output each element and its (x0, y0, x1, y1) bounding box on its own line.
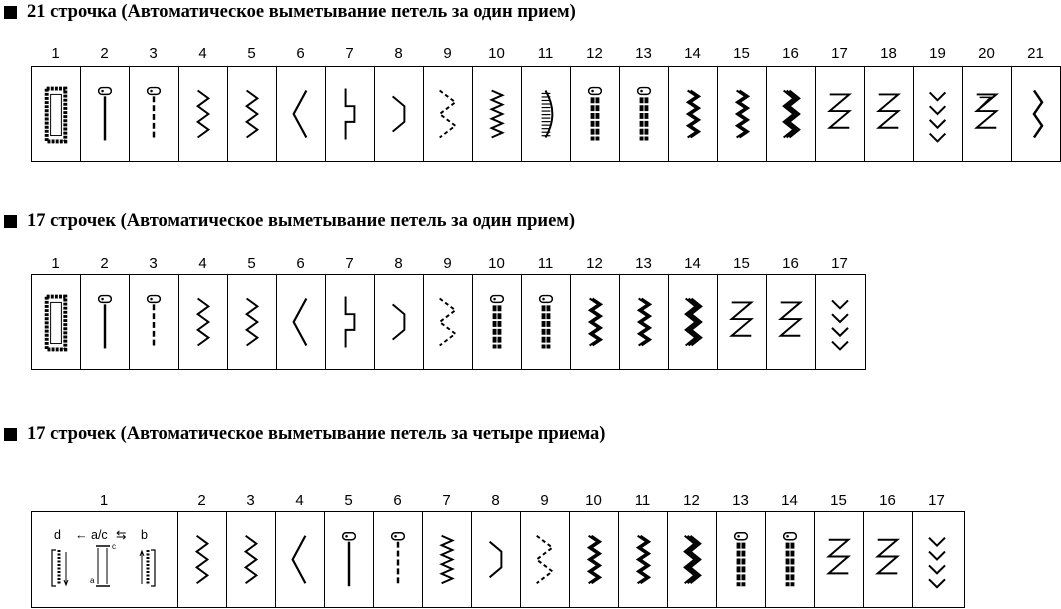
stitch-cell[interactable] (767, 275, 816, 369)
triangle-stitch-icon (815, 512, 863, 607)
stitch-cell[interactable] (326, 275, 375, 369)
stitch-number: 1 (51, 45, 60, 62)
keyhole-block-buttonhole-icon (522, 275, 570, 369)
stitch-number: 8 (394, 255, 403, 272)
stitch-number: 1 (51, 255, 60, 272)
wide-zigzag-stitch-icon (277, 67, 325, 161)
stitch-cell[interactable] (227, 512, 276, 607)
stitch-number: 11 (537, 45, 554, 62)
keyhole-dashed-buttonhole-icon (130, 67, 178, 161)
square-wave-stitch-icon (326, 275, 374, 369)
zigzag-stitch-icon (178, 512, 226, 607)
stitch-cell[interactable] (914, 67, 963, 161)
stitch-number: 18 (880, 45, 897, 62)
stitch-cell[interactable] (1012, 67, 1061, 161)
keyhole-buttonhole-icon (325, 512, 373, 607)
stitch-cell[interactable] (766, 512, 815, 607)
triangle-stitch-icon (718, 275, 766, 369)
stitch-cell[interactable] (865, 67, 914, 161)
step-label-b: b (141, 528, 148, 542)
stitch-number: 17 (831, 45, 848, 62)
stitch-number: 11 (634, 492, 651, 509)
stitch-cell[interactable] (179, 275, 228, 369)
section-1-stitch-table (31, 66, 1061, 162)
stitch-cell[interactable] (816, 67, 865, 161)
stitch-cell[interactable] (325, 512, 374, 607)
stitch-number: 9 (443, 255, 452, 272)
keyhole-block-buttonhole-icon (473, 275, 521, 369)
stitch-number: 21 (1027, 45, 1044, 62)
stitch-cell[interactable] (669, 275, 718, 369)
stitch-number: 1 (99, 492, 109, 509)
double-zigzag-stitch-icon (718, 67, 766, 161)
stitch-number: 9 (540, 492, 549, 509)
square-wave-stitch-icon (326, 67, 374, 161)
triangle-stitch-icon (865, 67, 913, 161)
stitch-number: 8 (491, 492, 500, 509)
step-label-a: a (90, 576, 95, 585)
section-3-stitch-table (31, 511, 965, 608)
stitch-number: 3 (246, 492, 255, 509)
stitch-cell[interactable] (718, 67, 767, 161)
stitch-cell[interactable] (620, 67, 669, 161)
stitch-number: 17 (831, 255, 848, 272)
step-label-ac: a/c (91, 528, 108, 542)
stitch-number: 9 (443, 45, 452, 62)
stitch-number: 3 (149, 255, 158, 272)
section-2-heading (4, 209, 575, 233)
stitch-cell[interactable] (32, 67, 81, 161)
stitch-cell[interactable] (374, 512, 423, 607)
stitch-cell[interactable] (522, 67, 571, 161)
stitch-cell[interactable] (815, 512, 864, 607)
stitch-cell[interactable] (473, 67, 522, 161)
stitch-number: 6 (296, 45, 305, 62)
stitch-number: 16 (879, 492, 896, 509)
stitch-number: 6 (296, 255, 305, 272)
double-zigzag-stitch-icon (570, 512, 618, 607)
double-zigzag-stitch-icon (620, 275, 668, 369)
stitch-number: 3 (149, 45, 158, 62)
stitch-cell[interactable] (130, 67, 179, 161)
stitch-number: 10 (585, 492, 602, 509)
dashed-zigzag-stitch-icon (424, 275, 472, 369)
stitch-cell[interactable] (620, 275, 669, 369)
stitch-number: 12 (683, 492, 700, 509)
stitch-cell[interactable] (277, 275, 326, 369)
zigzag-stitch-icon (179, 67, 227, 161)
stitch-cell[interactable] (717, 512, 766, 607)
double-zigzag-stitch-icon (619, 512, 667, 607)
stitch-cell[interactable] (228, 275, 277, 369)
stitch-cell[interactable] (178, 512, 227, 607)
zigzag-stitch-icon (228, 67, 276, 161)
stitch-cell[interactable] (424, 275, 473, 369)
double-zigzag-stitch-icon (571, 275, 619, 369)
chevron-stitch-icon (913, 512, 962, 607)
stitch-number: 13 (635, 45, 652, 62)
stitch-cell[interactable] (375, 275, 424, 369)
double-zigzag-stitch-icon (669, 67, 717, 161)
stitch-number: 11 (537, 255, 554, 272)
stitch-cell[interactable] (424, 67, 473, 161)
bartack-buttonhole-icon (32, 275, 80, 369)
stitch-number: 15 (733, 255, 750, 272)
zigzag-stitch-icon (227, 512, 275, 607)
stitch-number: 19 (929, 45, 946, 62)
stitch-number: 5 (247, 45, 256, 62)
stitch-cell[interactable] (913, 512, 962, 607)
stitch-cell[interactable] (277, 67, 326, 161)
wide-zigzag-stitch-icon (277, 275, 325, 369)
stitch-number: 5 (344, 492, 353, 509)
stitch-number: 8 (394, 45, 403, 62)
stitch-cell[interactable] (864, 512, 913, 607)
zigzag-stitch-icon (179, 275, 227, 369)
stitch-cell[interactable] (718, 275, 767, 369)
scallop-stitch-icon (522, 67, 570, 161)
triple-zigzag-stitch-icon (767, 67, 815, 161)
stitch-cell[interactable] (32, 275, 81, 369)
tight-zigzag-stitch-icon (473, 67, 521, 161)
square-wave-open-stitch-icon (375, 275, 423, 369)
stitch-number: 14 (781, 492, 798, 509)
stitch-number: 7 (442, 492, 451, 509)
stitch-cell[interactable] (668, 512, 717, 607)
stitch-cell[interactable] (669, 67, 718, 161)
triangle-stitch-icon (864, 512, 912, 607)
stitch-number: 5 (247, 255, 256, 272)
section-1-heading (4, 0, 576, 24)
wide-zigzag-stitch-icon (276, 512, 324, 607)
keyhole-block-buttonhole-icon (571, 67, 619, 161)
stitch-number: 17 (928, 492, 945, 509)
stitch-number: 16 (782, 255, 799, 272)
four-step-buttonhole-icon (32, 512, 178, 609)
section-3-heading (4, 422, 605, 446)
square-wave-open-stitch-icon (375, 67, 423, 161)
stitch-number: 7 (345, 255, 354, 272)
stitch-number: 14 (684, 255, 701, 272)
chevron-stitch-icon (816, 275, 865, 369)
triangle-double-stitch-icon (963, 67, 1011, 161)
triangle-stitch-icon (767, 275, 815, 369)
section-3-title: 17 строчек (Автоматическое выметывание петель за четыре приема) (27, 423, 606, 444)
step-label-d: d (54, 528, 61, 542)
keyhole-dashed-buttonhole-icon (130, 275, 178, 369)
stitch-cell[interactable] (816, 275, 865, 369)
stitch-number: 12 (586, 45, 603, 62)
stitch-cell[interactable] (130, 275, 179, 369)
stitch-cell[interactable] (81, 275, 130, 369)
stitch-cell[interactable] (81, 67, 130, 161)
bartack-buttonhole-icon (32, 67, 80, 161)
stitch-cell[interactable] (472, 512, 521, 607)
stitch-cell[interactable] (473, 275, 522, 369)
stitch-cell[interactable] (963, 67, 1012, 161)
stitch-cell[interactable] (228, 67, 277, 161)
stitch-number: 12 (586, 255, 603, 272)
keyhole-block-buttonhole-icon (766, 512, 814, 607)
stitch-cell[interactable] (521, 512, 570, 607)
keyhole-buttonhole-icon (81, 67, 129, 161)
stitch-number: 2 (100, 255, 109, 272)
stitch-cell[interactable] (423, 512, 472, 607)
chevron-stitch-icon (914, 67, 962, 161)
section-2-title: 17 строчек (Автоматическое выметывание петель за один прием) (27, 210, 576, 231)
arrow-bidirectional-icon: ⇆ (116, 528, 127, 542)
stitch-number: 4 (198, 45, 207, 62)
keyhole-block-buttonhole-icon (620, 67, 668, 161)
keyhole-block-buttonhole-icon (717, 512, 765, 607)
stitch-number: 13 (635, 255, 652, 272)
stitch-cell[interactable] (767, 67, 816, 161)
stitch-cell[interactable] (522, 275, 571, 369)
stitch-number: 15 (830, 492, 847, 509)
stitch-cell[interactable] (571, 275, 620, 369)
four-step-buttonhole-cell (32, 512, 178, 607)
stitch-cell[interactable] (326, 67, 375, 161)
keyhole-dashed-buttonhole-icon (374, 512, 422, 607)
stitch-cell[interactable] (570, 512, 619, 607)
wave-stitch-icon (1012, 67, 1061, 161)
stitch-number: 10 (488, 255, 505, 272)
step-label-c: c (112, 542, 116, 551)
stitch-cell[interactable] (375, 67, 424, 161)
bullet-square-icon (4, 428, 17, 441)
stitch-number: 20 (978, 45, 995, 62)
stitch-cell[interactable] (571, 67, 620, 161)
stitch-number: 6 (393, 492, 402, 509)
section-1-title: 21 строчка (Автоматическое выметывание петель за один прием) (27, 1, 576, 22)
triple-zigzag-stitch-icon (668, 512, 716, 607)
arrow-left-icon: ← (75, 528, 88, 542)
square-wave-open-stitch-icon (472, 512, 520, 607)
dashed-zigzag-stitch-icon (521, 512, 569, 607)
triple-zigzag-stitch-icon (669, 275, 717, 369)
stitch-number: 15 (733, 45, 750, 62)
stitch-number: 2 (100, 45, 109, 62)
stitch-cell[interactable] (619, 512, 668, 607)
stitch-number: 4 (295, 492, 304, 509)
triangle-stitch-icon (816, 67, 864, 161)
bullet-square-icon (4, 215, 17, 228)
stitch-cell[interactable] (179, 67, 228, 161)
stitch-number: 2 (197, 492, 206, 509)
stitch-number: 13 (732, 492, 749, 509)
tight-zigzag-stitch-icon (423, 512, 471, 607)
stitch-cell[interactable] (276, 512, 325, 607)
stitch-number: 14 (684, 45, 701, 62)
zigzag-stitch-icon (228, 275, 276, 369)
stitch-number: 10 (488, 45, 505, 62)
stitch-number: 16 (782, 45, 799, 62)
section-2-stitch-table (31, 274, 866, 370)
stitch-number: 4 (198, 255, 207, 272)
bullet-square-icon (4, 6, 17, 19)
keyhole-buttonhole-icon (81, 275, 129, 369)
dashed-zigzag-stitch-icon (424, 67, 472, 161)
stitch-number: 7 (345, 45, 354, 62)
